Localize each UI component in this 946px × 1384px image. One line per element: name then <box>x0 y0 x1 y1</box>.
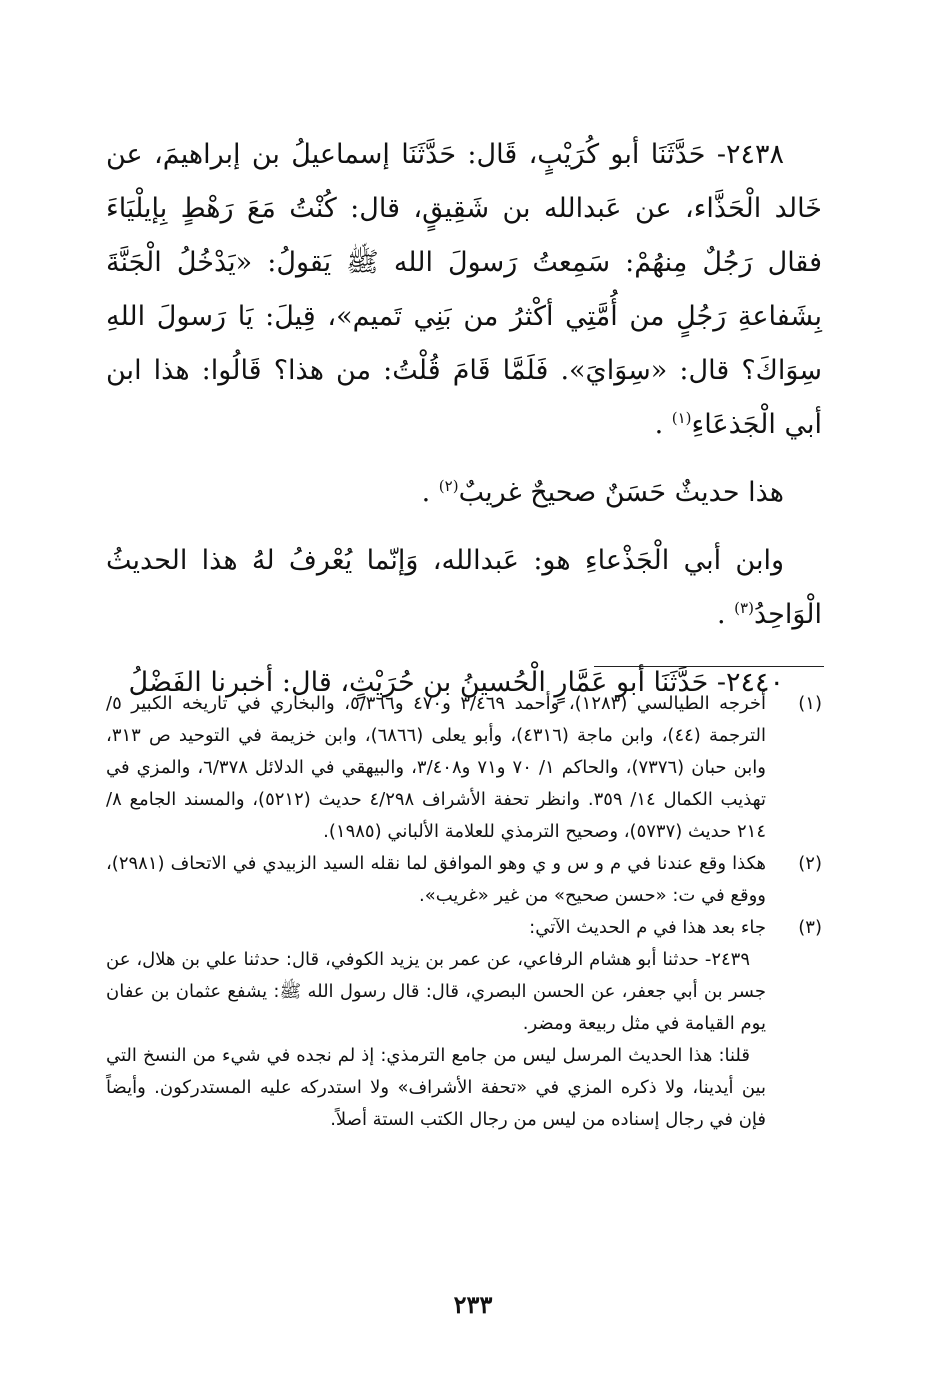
grading-statement <box>106 466 822 520</box>
footnote-ref-2: (٢) <box>438 477 459 495</box>
footnote-number: (٢) <box>798 853 822 874</box>
main-text <box>106 128 822 710</box>
hadith-2438-end: . <box>654 409 672 440</box>
grading-end: . <box>421 477 439 508</box>
grading-text: هذا حديثٌ حَسَنٌ صحيحٌ غريبٌ <box>458 477 784 508</box>
hadith-2438-text: ٢٤٣٨- حَدَّثَنَا أبو كُرَيْبٍ، قَال: حَدَّثَنَا إسماعيلُ بن إبراهيمَ، عن خَالد الْحَذَّاء، عن عَبدالله بن شَقِيقٍ، قال: كُنْتُ مَعَ رَهْطٍ بِإيلْيَاءَ فقال رَجُلٌ مِنهُمْ: سَمِعتُ رَسولَ الله ﷺ يَقولُ: «يَدْخُلُ الْجَنَّةَ بِشَفاعةِ رَجُلٍ من أُمَّتِي أكْثرُ من بَنِي تَميم»، قِيلَ: يَا رَسولَ اللهِ سِوَاكَ؟ قال: «سِوَايَ». فَلَمَّا قَامَ قُلْتُ: من هذا؟ قَالُوا: هذا ابن أبي الْجَذعَاءِ <box>106 139 822 440</box>
footnote-paragraph: أخرجه الطيالسي (١٢٨٣)، وأحمد ٣/٤٦٩ و٤٧٠ و٥/٣٦٦، والبخاري في تاريخه الكبير ٥/الترجمة (٤٤)، وابن ماجة (٤٣١٦)، وأبو يعلى (٦٨٦٦)، وابن خزيمة في التوحيد ص ٣١٣، وابن حبان (٧٣٧٦)، والحاكم ١/ ٧٠ و٧١ و٣/٤٠٨، والبيهقي في الدلائل ٦/٣٧٨، والمزي في تهذيب الكمال ١٤/ ٣٥٩. وانظر تحفة الأشراف ٤/٢٩٨ حديث (٥٢١٢)، والمسند الجامع ٨/ ٢١٤ حديث (٥٧٣٧)، وصحيح الترمذي للعلامة الألباني (١٩٨٥). <box>106 693 767 842</box>
narrator-note-end: . <box>717 599 735 630</box>
footnote-paragraph: ٢٤٣٩- حدثنا أبو هشام الرفاعي، عن عمر بن يزيد الكوفي، قال: حدثنا علي بن هلال، عن جسر بن أبي جعفر، عن الحسن البصري، قال: قال رسول الله ﷺ: يشفع عثمان بن عفان يوم القيامة في مثل ربيعة ومضر. <box>106 949 766 1034</box>
narrator-note-text: وابن أبي الْجَذْعاءِ هو: عَبدالله، وَإنّما يُعْرفُ لهُ هذا الحديثُ الْوَاحِدُ <box>106 545 822 630</box>
footnote-body <box>106 912 766 1136</box>
footnote-paragraph: هكذا وقع عندنا في م و س و ي وهو الموافق لما نقله السيد الزبيدي في الاتحاف (٢٩٨١)، ووقع في ت: «حسن صحيح» من غير «غريب». <box>106 853 766 906</box>
footnote-paragraph: قلنا: هذا الحديث المرسل ليس من جامع الترمذي: إذ لم نجده في شيء من النسخ التي بين أيدينا، ولا ذكره المزي في «تحفة الأشراف» ولا استدركه عليه المستدركون. وأيضاً فإن في رجال إسناده من ليس من رجال الكتب الستة أصلاً. <box>106 1045 766 1130</box>
footnote-3 <box>106 912 822 1136</box>
page-number: ٢٣٣ <box>453 1290 493 1319</box>
footnote-ref-3: (٣) <box>734 599 754 617</box>
hadith-2438 <box>106 128 822 452</box>
hadith-2440: ٢٤٤٠- حَدَّثَنَا أبو عَمَّارٍ الْحُسينُ بن حُرَيْثٍ، قال: أخبرنا الفَضْلُ <box>128 667 784 698</box>
footnote-number: (٣) <box>798 917 822 938</box>
footnote-body <box>106 688 766 848</box>
footnote-body <box>106 848 766 912</box>
footnote-ref-1: (١) <box>671 409 692 427</box>
footnotes <box>106 688 822 1136</box>
footnote-number: (١) <box>798 693 822 714</box>
footnote-1 <box>106 688 822 848</box>
narrator-note <box>106 534 822 642</box>
footnote-divider <box>594 666 824 667</box>
footnote-2 <box>106 848 822 912</box>
footnote-paragraph: جاء بعد هذا في م الحديث الآتي: <box>529 917 766 938</box>
